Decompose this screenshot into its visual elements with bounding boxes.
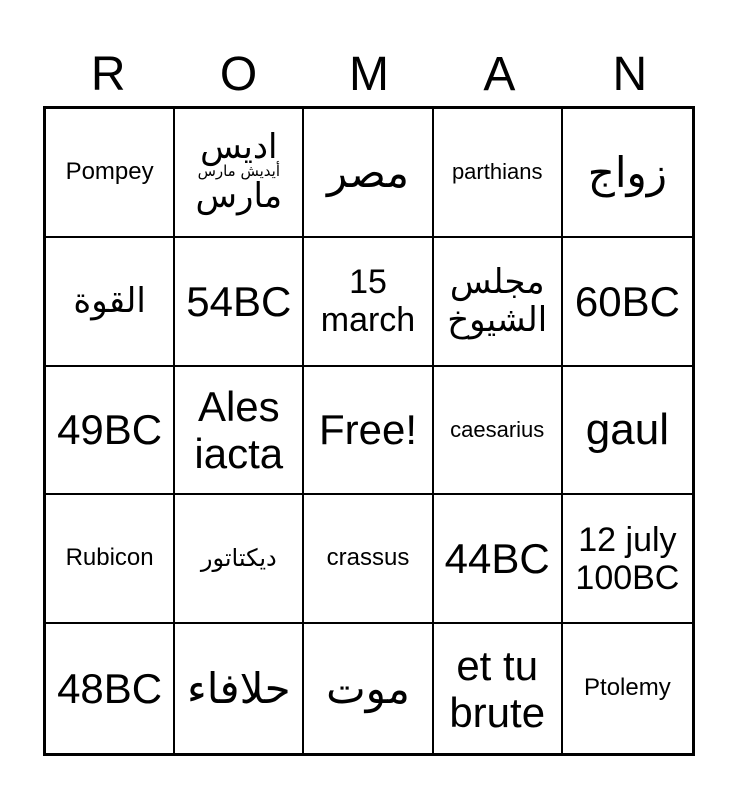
header-letter-a: A xyxy=(483,48,516,101)
header-letter-n: N xyxy=(612,48,648,101)
cell-text-bottom: مارس xyxy=(195,176,283,217)
bingo-cell-r2-c3[interactable]: 15 march xyxy=(304,238,433,367)
bingo-cell-r4-c4[interactable]: 44BC xyxy=(434,495,563,624)
bingo-cell-r5-c3[interactable]: موت xyxy=(304,624,433,753)
bingo-cell-r1-c1[interactable]: Pompey xyxy=(46,109,175,238)
bingo-cell-r4-c3[interactable]: crassus xyxy=(304,495,433,624)
bingo-header xyxy=(43,44,695,106)
bingo-cell-r5-c5[interactable]: Ptolemy xyxy=(584,674,671,702)
bingo-cell-r4-c2[interactable]: دیکتاتور xyxy=(175,495,304,624)
bingo-cell-r2-c5[interactable]: 60BC xyxy=(563,238,692,367)
bingo-cell-r2-c2[interactable]: 54BC xyxy=(175,238,304,367)
bingo-cell-r1-c2[interactable] xyxy=(175,109,304,238)
bingo-cell-r2-c4[interactable]: مجلس الشيوخ xyxy=(434,238,563,367)
bingo-cell-r5-c4[interactable]: et tu brute xyxy=(434,624,563,753)
bingo-cell-r3-c1[interactable]: 49BC xyxy=(46,367,175,496)
cell-text-small: أيديش مارس xyxy=(197,162,281,181)
bingo-cell-r1-c3[interactable]: مصر xyxy=(304,109,433,238)
cell-text-top: ادیس xyxy=(200,127,278,168)
bingo-board xyxy=(43,106,695,756)
bingo-cell-r4-c5[interactable]: 12 july 100BC xyxy=(563,495,692,624)
header-letter-m: M xyxy=(349,48,389,101)
bingo-cell-r2-c1[interactable]: القوة xyxy=(46,238,175,367)
header-letter-r: R xyxy=(90,48,126,101)
bingo-cell-r5-c1[interactable]: 48BC xyxy=(46,624,175,753)
bingo-cell-r3-c3[interactable]: Free! xyxy=(304,367,433,496)
bingo-cell-r3-c5[interactable]: gaul xyxy=(563,367,692,496)
bingo-cell-r1-c5[interactable]: زواج xyxy=(563,109,692,238)
bingo-cell-r1-c4[interactable]: parthians xyxy=(434,109,563,238)
bingo-cell-r4-c1[interactable]: Rubicon xyxy=(46,495,175,624)
header-letter-o: O xyxy=(219,48,258,101)
bingo-cell-r3-c2[interactable]: Ales iacta xyxy=(175,367,304,496)
bingo-cell-r5-c2[interactable]: حلافاء xyxy=(175,624,304,753)
bingo-cell-r3-c4[interactable]: caesarius xyxy=(434,367,563,496)
